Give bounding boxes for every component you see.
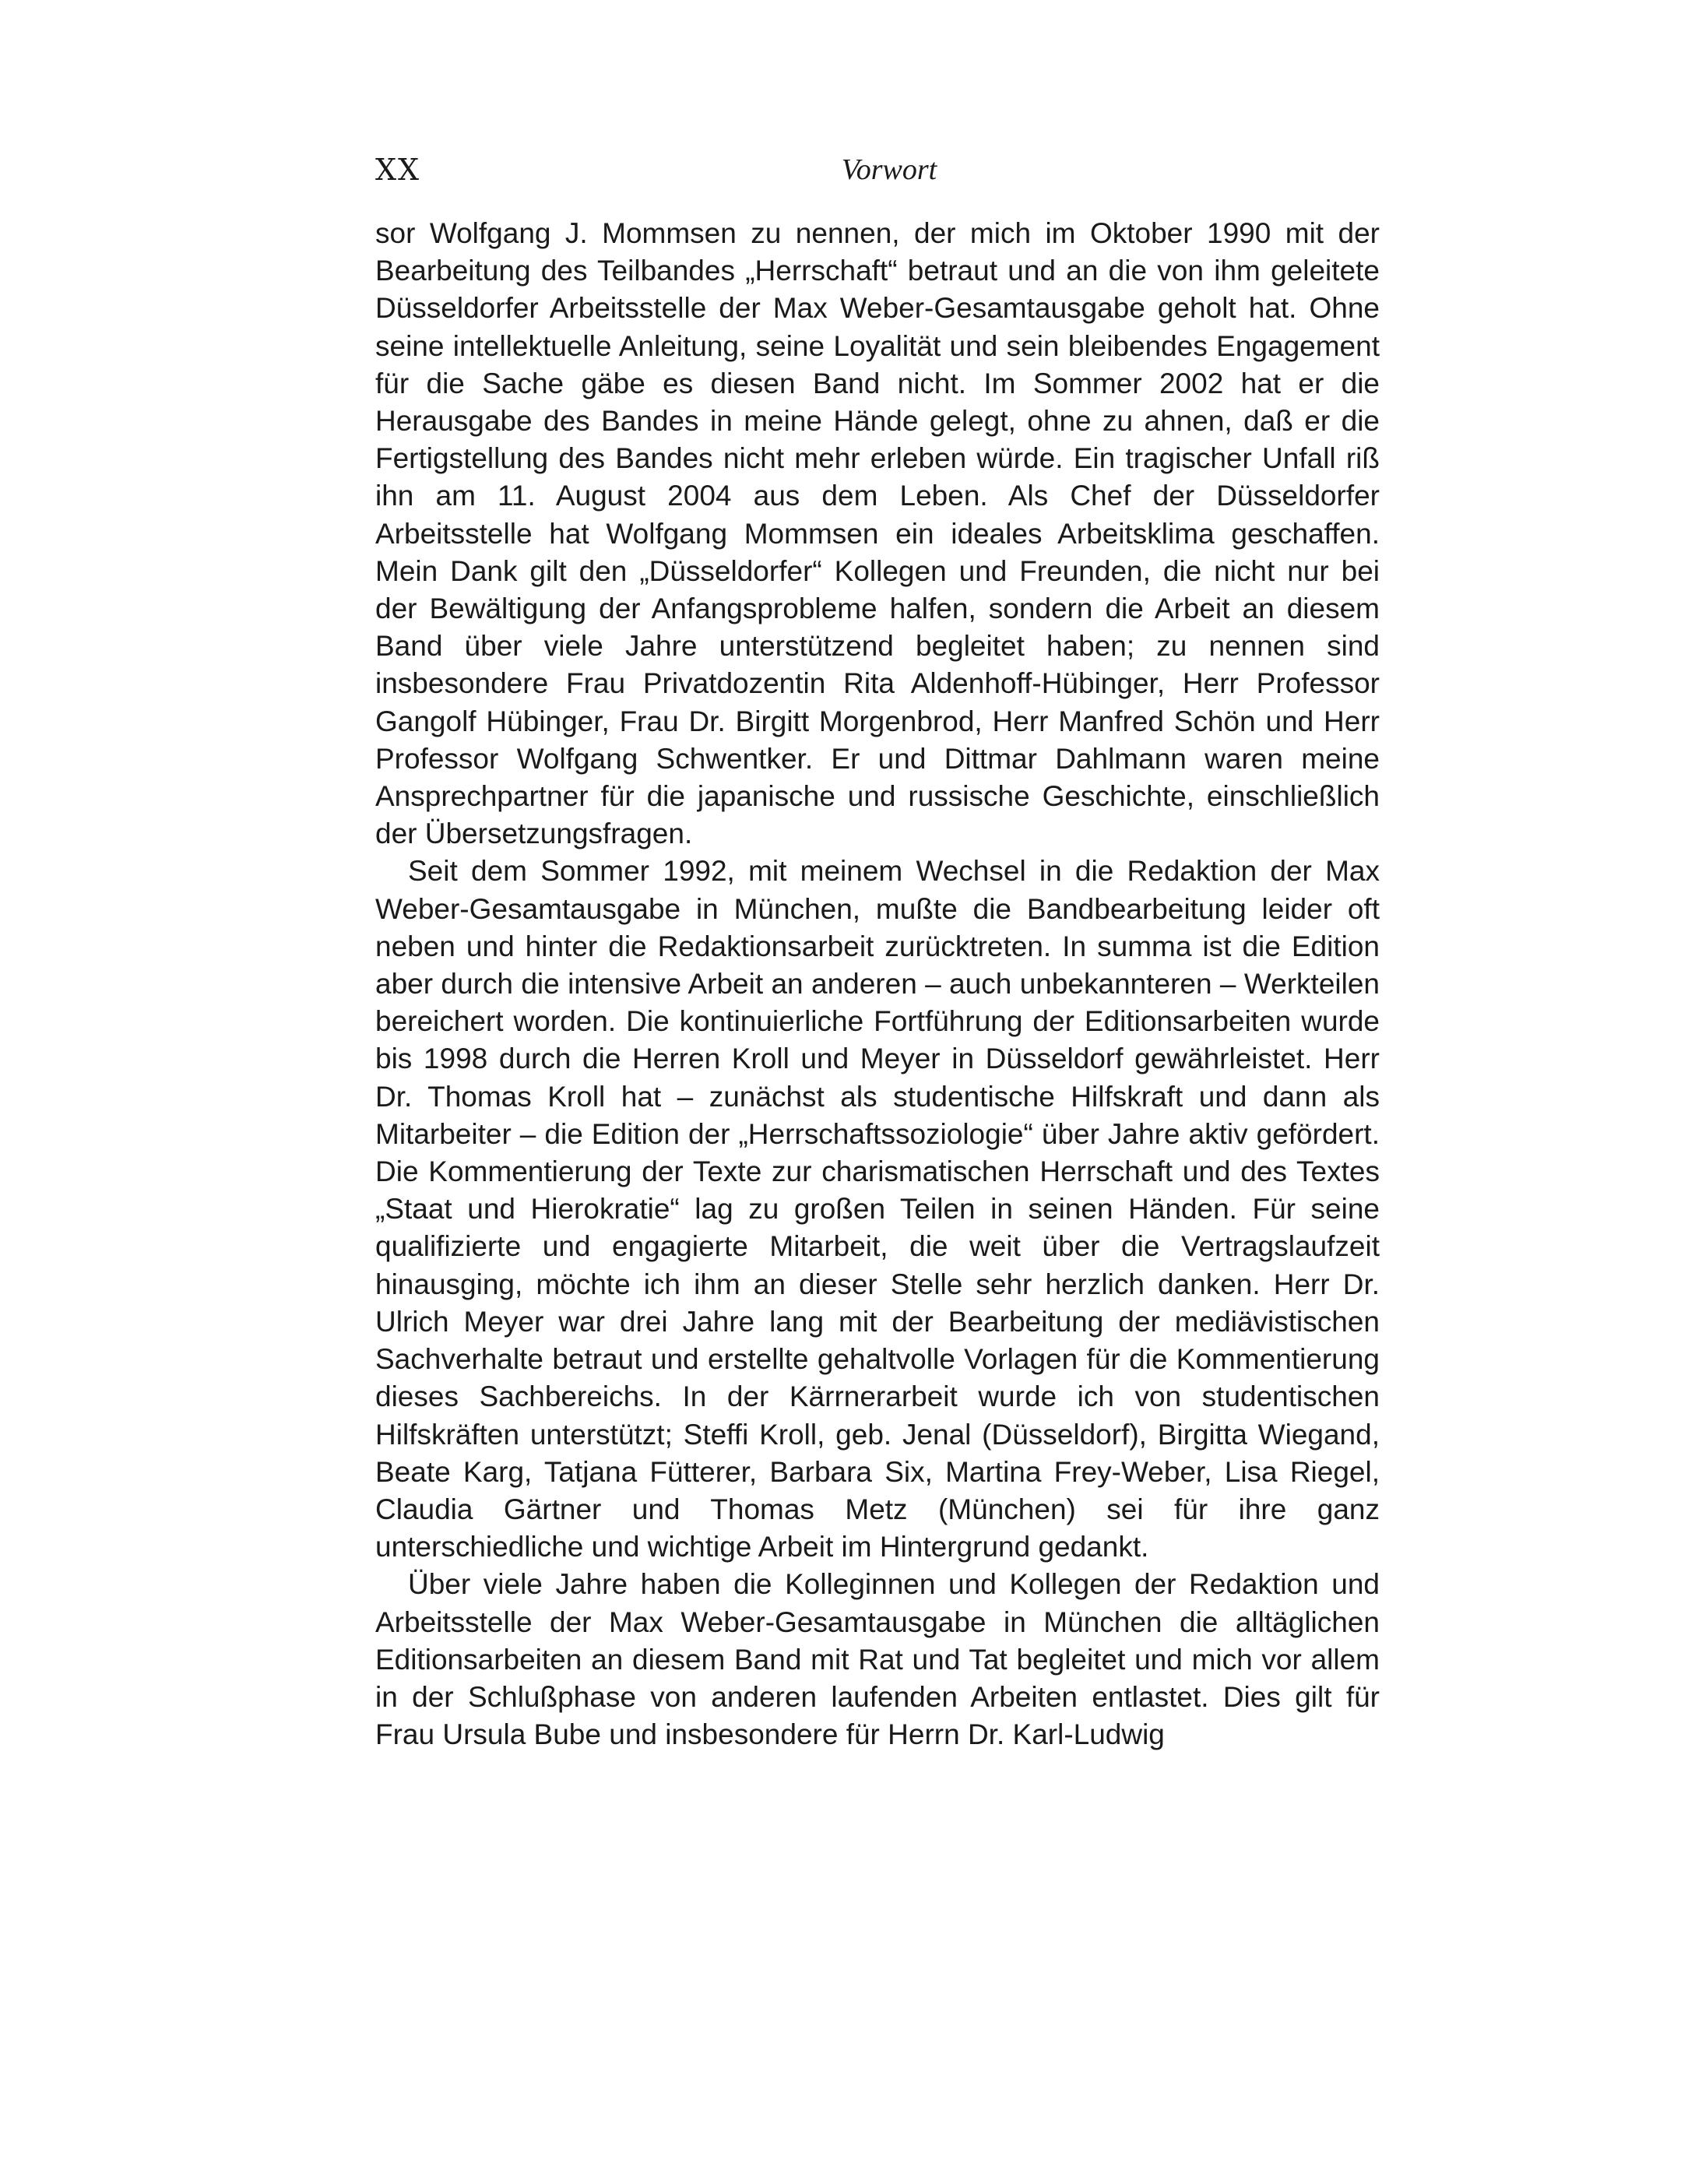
section-title: Vorwort [841,153,937,186]
paragraph-continued: sor Wolfgang J. Mommsen zu nennen, der mich im Oktober 1990 mit der Bearbeitung des Teilbandes „Herrschaft“ betraut und an die von ihm geleitete Düsseldorfer Arbeitsstelle der Max Weber-Gesamtausgabe geholt hat. Ohne seine intellektuelle Anleitung, seine Loyalität und sein bleibendes Engagement für die Sache gäbe es diesen Band nicht. Im Sommer 2002 hat er die Herausgabe des Bandes in meine Hände gelegt, ohne zu ahnen, daß er die Fertigstellung des Bandes nicht mehr erleben würde. Ein tragischer Unfall riß ihn am 11. August 2004 aus dem Leben. Als Chef der Düsseldorfer Arbeitsstelle hat Wolfgang Mommsen ein ideales Arbeitsklima geschaffen. Mein Dank gilt den „Düsseldorfer“ Kollegen und Freunden, die nicht nur bei der Bewältigung der Anfangsprobleme halfen, sondern die Arbeit an diesem Band über viele Jahre unterstützend begleitet haben; zu nennen sind insbesondere Frau Privatdozentin Rita Aldenhoff-Hübinger, Herr Professor Gangolf Hübinger, Frau Dr. Birgitt Morgenbrod, Herr Manfred Schön und Herr Professor Wolfgang Schwentker. Er und Dittmar Dahlmann waren meine Ansprechpartner für die japanische und russische Geschichte, einschließlich der Übersetzungsfragen. [375,217,1380,850]
page-number: XX [375,153,421,187]
paragraph-kolleginnen: Über viele Jahre haben die Kolleginnen und Kollegen der Redaktion und Arbeitsstelle der Max Weber-Gesamtausgabe in München die alltäglichen Editionsarbeiten an diesem Band mit Rat und Tat begleitet und mich vor allem in der Schlußphase von anderen laufenden Arbeiten entlastet. Dies gilt für Frau Ursula Bube und insbesondere für Herrn Dr. Karl-Ludwig [375,1568,1380,1751]
body-text [375,215,1380,1753]
paragraph-redaktion: Seit dem Sommer 1992, mit meinem Wechsel in die Redaktion der Max Weber-Gesamtausgabe in München, mußte die Bandbearbeitung leider oft neben und hinter die Redaktionsarbeit zurücktreten. In summa ist die Edition aber durch die intensive Arbeit an anderen – auch unbekannteren – Werkteilen bereichert worden. Die kontinuierliche Fortführung der Editionsarbeiten wurde bis 1998 durch die Herren Kroll und Meyer in Düsseldorf gewährleistet. Herr Dr. Thomas Kroll hat – zunächst als studentische Hilfskraft und dann als Mitarbeiter – die Edition der „Herrschaftssoziologie“ über Jahre aktiv gefördert. Die Kommentierung der Texte zur charismatischen Herrschaft und des Textes „Staat und Hierokratie“ lag zu großen Teilen in seinen Händen. Für seine qualifizierte und engagierte Mitarbeit, die weit über die Vertragslaufzeit hinausging, möchte ich ihm an dieser Stelle sehr herzlich danken. Herr Dr. Ulrich Meyer war drei Jahre lang mit der Bearbeitung der mediävistischen Sachverhalte betraut und erstellte gehaltvolle Vorlagen für die Kommentierung dieses Sachbereichs. In der Kärrnerarbeit wurde ich von studentischen Hilfskräften unterstützt; Steffi Kroll, geb. Jenal (Düsseldorf), Birgitta Wiegand, Beate Karg, Tatjana Fütterer, Barbara Six, Martina Frey-Weber, Lisa Riegel, Claudia Gärtner und Thomas Metz (München) sei für ihre ganz unterschiedliche und wichtige Arbeit im Hintergrund gedankt. [375,855,1380,1563]
running-header [375,148,1380,192]
